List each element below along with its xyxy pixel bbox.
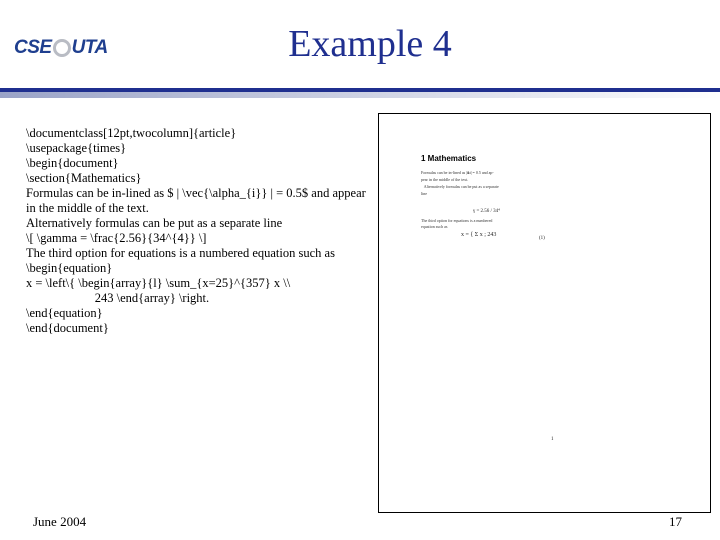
code-line: in the middle of the text.: [26, 201, 149, 215]
preview-display-equation: γ = 2.56 / 34⁴: [473, 209, 500, 214]
code-line: Formulas can be in-lined as $ | \vec{\alpha_{i}} | = 0.5$ and appear: [26, 186, 366, 200]
footer-date: June 2004: [33, 514, 87, 529]
code-line: \begin{document}: [26, 156, 119, 170]
preview-text-line: pear in the middle of the text.: [421, 177, 469, 182]
code-line: Alternatively formulas can be put as a separate line: [26, 216, 283, 230]
preview-text-line: Formulas can be in-lined as |α⃗i| = 0.5 and ap-: [421, 170, 494, 175]
preview-text-line: line: [421, 191, 427, 196]
cse-uta-logo: [14, 34, 108, 62]
preview-section-heading: 1 Mathematics: [421, 154, 477, 163]
footer-page-number: 17: [669, 514, 682, 529]
code-line: \begin{equation}: [26, 261, 113, 275]
logo-uta-text: UTA: [71, 37, 108, 58]
code-line: x = \left\{ \begin{array}{l} \sum_{x=25}^{357} x \\: [26, 276, 291, 290]
slide-title: Example 4: [288, 23, 452, 65]
preview-text-line: Alternatively formulas can be put as a separate: [421, 184, 499, 189]
code-line: The third option for equations is a numbered equation such as: [26, 246, 335, 260]
code-line: \[ \gamma = \frac{2.56}{34^{4}} \]: [26, 231, 207, 245]
preview-page-number: 1: [551, 437, 554, 442]
preview-equation-number: (1): [539, 236, 545, 241]
code-line: \section{Mathematics}: [26, 171, 142, 185]
code-line: \usepackage{times}: [26, 141, 127, 155]
preview-text-line: equation such as: [421, 224, 448, 229]
preview-text-line: The third option for equations is a numbered: [421, 218, 493, 223]
code-line: \end{document}: [26, 321, 109, 335]
logo-cse-text: CSE: [14, 37, 52, 58]
rendered-page-preview: [378, 113, 711, 513]
code-line: \documentclass[12pt,twocolumn]{article}: [26, 126, 237, 140]
preview-numbered-equation: x = { Σ x ; 243: [461, 232, 497, 238]
logo-ring-icon: [53, 39, 71, 57]
latex-source: [26, 126, 376, 336]
code-line: 243 \end{array} \right.: [26, 291, 210, 305]
code-line: \end{equation}: [26, 306, 103, 320]
title-divider-shadow: [0, 92, 720, 98]
